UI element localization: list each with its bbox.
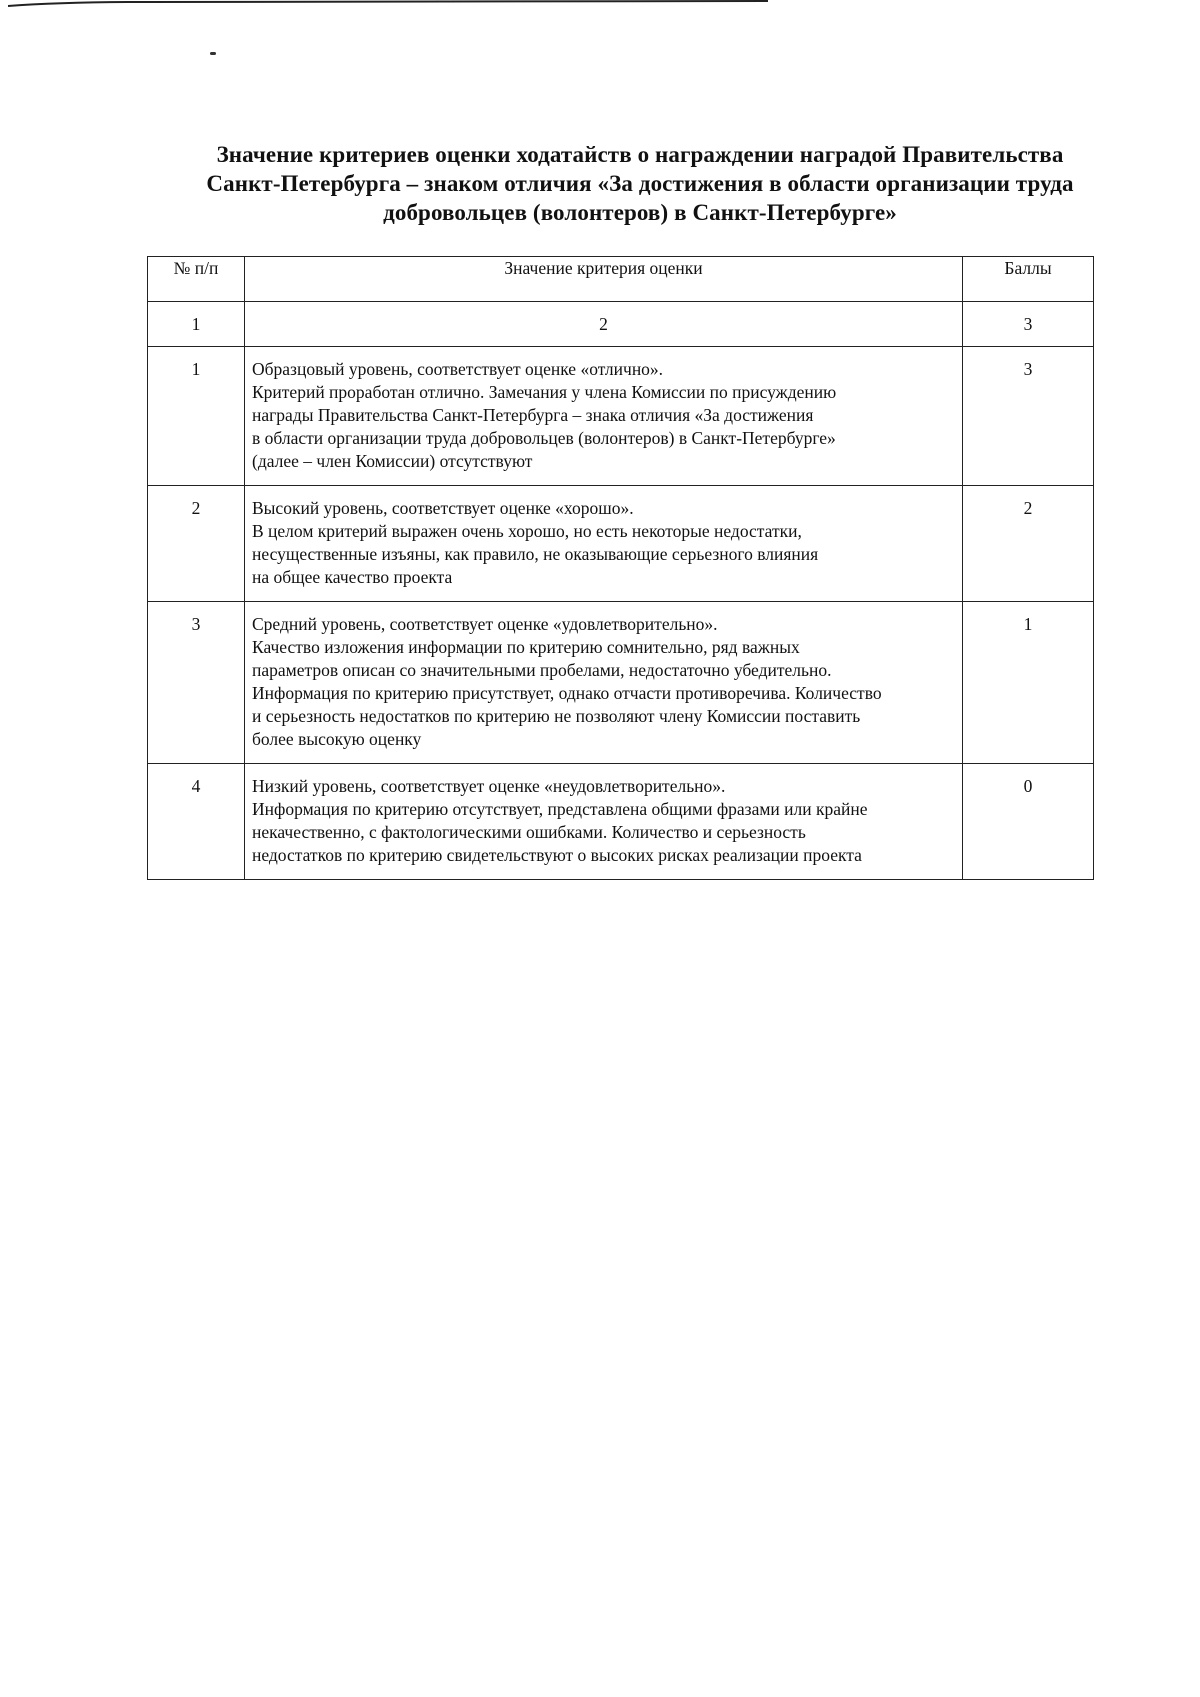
description-line: Высокий уровень, соответствует оценке «хорошо». [252,498,634,518]
title-line-1: Значение критериев оценки ходатайств о награждении наградой Правительства [216,142,1064,167]
row-number: 4 [148,764,245,880]
column-index-row [148,302,1094,347]
description-line: Информация по критерию отсутствует, представлена общими фразами или крайне [252,799,868,819]
column-index-3: 3 [963,302,1094,347]
row-description [245,486,963,602]
row-points: 3 [963,347,1094,486]
description-line: некачественно, с фактологическими ошибками. Количество и серьезность [252,822,806,842]
description-line: в области организации труда добровольцев (волонтеров) в Санкт-Петербурге» [252,428,836,448]
row-points: 2 [963,486,1094,602]
description-line: недостатков по критерию свидетельствуют о высоких рисках реализации проекта [252,845,862,865]
description-line: на общее качество проекта [252,567,453,587]
row-description [245,347,963,486]
column-index-2: 2 [245,302,963,347]
description-line: Качество изложения информации по критерию сомнительно, ряд важных [252,637,800,657]
row-points: 1 [963,602,1094,764]
description-line: более высокую оценку [252,729,422,749]
row-description [245,764,963,880]
scan-edge-artifact [8,0,768,8]
description-line: и серьезность недостатков по критерию не позволяют члену Комиссии поставить [252,706,861,726]
header-number: № п/п [148,257,245,302]
column-index-1: 1 [148,302,245,347]
row-number: 2 [148,486,245,602]
header-criterion: Значение критерия оценки [245,257,963,302]
description-line: параметров описан со значительными пробелами, недостаточно убедительно. [252,660,832,680]
header-points: Баллы [963,257,1094,302]
description-line: Образцовый уровень, соответствует оценке «отлично». [252,359,664,379]
row-description [245,602,963,764]
description-line: Критерий проработан отлично. Замечания у члена Комиссии по присуждению [252,382,837,402]
description-line: В целом критерий выражен очень хорошо, но есть некоторые недостатки, [252,521,802,541]
description-line: (далее – член Комиссии) отсутствуют [252,451,533,471]
description-line: Низкий уровень, соответствует оценке «неудовлетворительно». [252,776,726,796]
description-line: несущественные изъяны, как правило, не оказывающие серьезного влияния [252,544,819,564]
row-number: 1 [148,347,245,486]
table-row [148,347,1094,486]
description-line: награды Правительства Санкт-Петербурга – знака отличия «За достижения [252,405,814,425]
row-number: 3 [148,602,245,764]
row-points: 0 [963,764,1094,880]
description-line: Средний уровень, соответствует оценке «удовлетворительно». [252,614,718,634]
table-row [148,764,1094,880]
document-title [150,140,1130,227]
description-line: Информация по критерию присутствует, однако отчасти противоречива. Количество [252,683,882,703]
criteria-table [147,256,1094,880]
title-line-2: Санкт-Петербурга – знаком отличия «За достижения в области организации труда [206,171,1074,196]
table-row [148,486,1094,602]
scan-speck [210,52,216,55]
table-header-row [148,257,1094,302]
title-line-3: добровольцев (волонтеров) в Санкт-Петербурге» [383,200,897,225]
table-row [148,602,1094,764]
